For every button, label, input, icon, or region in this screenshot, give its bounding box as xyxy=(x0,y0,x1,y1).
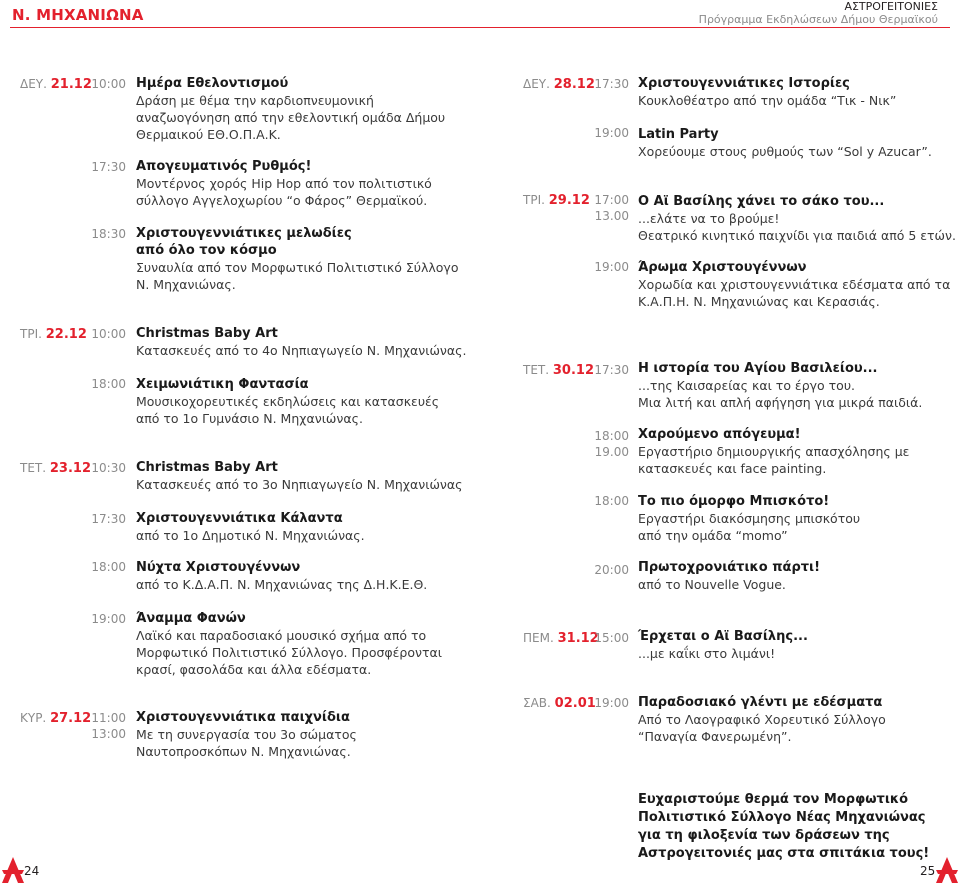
event-desc: Κατασκευές από το 3ο Νηπιαγωγείο Ν. Μηχανιώνας xyxy=(136,477,463,492)
event xyxy=(136,510,365,544)
event-time: 19:00 xyxy=(594,126,629,140)
event xyxy=(136,709,357,760)
event-time: 18:00 xyxy=(594,429,629,443)
event-desc: Μια λιτή και απλή αφήγηση για μικρά παιδιά. xyxy=(638,395,923,410)
event-desc: από την ομάδα “momo” xyxy=(638,528,788,543)
event-desc: Χορωδία και χριστουγεννιάτικα εδέσματα από τα xyxy=(638,277,951,292)
event-desc: Λαϊκό και παραδοσιακό μουσικό σχήμα από το xyxy=(136,628,427,643)
event-title: Χριστουγεννιάτικες μελωδίες xyxy=(136,226,352,241)
weekday: ΠΕΜ. xyxy=(523,631,554,645)
event-time: 19:00 xyxy=(594,260,629,274)
event xyxy=(638,259,950,310)
event-title: Christmas Baby Art xyxy=(136,326,278,341)
event-title: Christmas Baby Art xyxy=(136,460,278,475)
event-desc: Χορεύουμε στους ρυθμούς των “Sol y Azucar”. xyxy=(638,144,932,159)
event-title: Χριστουγεννιάτικες Ιστορίες xyxy=(638,76,850,91)
event-desc: Θεατρικό κινητικό παιχνίδι για παιδιά από 5 ετών. xyxy=(638,228,956,243)
star-logo-icon xyxy=(2,857,24,883)
page-number: 24 xyxy=(24,864,40,878)
program-title: ΑΣΤΡΟΓΕΙΤΟΝΙΕΣ xyxy=(844,0,938,13)
weekday: ΣΑΒ. xyxy=(523,696,551,710)
event-title: από όλο τον κόσμο xyxy=(136,243,277,258)
event-time: 18:00 xyxy=(594,494,629,508)
event xyxy=(136,325,466,359)
event-title: Άρωμα Χριστουγέννων xyxy=(638,260,807,275)
event-title: Latin Party xyxy=(638,127,719,142)
page-title: Ν. ΜΗΧΑΝΙΩΝΑ xyxy=(12,6,144,24)
event-desc: “Παναγία Φανερωμένη”. xyxy=(638,729,792,744)
event-time: 18:30 xyxy=(91,227,126,241)
thanks-line: για τη φιλοξενία των δράσεων της xyxy=(638,828,890,843)
event-title: Χαρούμενο απόγευμα! xyxy=(638,427,801,442)
event-desc: ...της Καισαρείας και το έργο του. xyxy=(638,378,856,393)
date: 30.12 xyxy=(552,363,595,378)
event-desc: Συναυλία από τον Μορφωτικό Πολιτιστικό Σύλλογο xyxy=(136,260,459,275)
event-desc: Εργαστήριο δημιουργικής απασχόλησης με xyxy=(638,444,910,459)
thanks-line: Αστρογειτονιές μας στα σπιτάκια τους! xyxy=(638,846,930,861)
event xyxy=(638,493,860,544)
date: 02.01 xyxy=(554,696,596,711)
event xyxy=(638,126,932,160)
star-logo-icon xyxy=(936,857,958,883)
event-title: Ημέρα Εθελοντισμού xyxy=(136,76,289,91)
weekday: ΤΡΙ. xyxy=(20,327,42,341)
event-desc: από το Nouvelle Vogue. xyxy=(638,577,786,592)
event-time: 20:00 xyxy=(594,563,629,577)
thanks-line: Πολιτιστικό Σύλλογο Νέας Μηχανιώνας xyxy=(638,810,926,825)
event-title: Έρχεται ο Αϊ Βασίλης... xyxy=(638,629,808,644)
event-desc: Με τη συνεργασία του 3ο σώματος xyxy=(136,727,357,742)
event-desc: από το Κ.Δ.Α.Π. Ν. Μηχανιώνας της Δ.Η.Κ.Ε.Θ. xyxy=(136,577,428,592)
event-time: 19:00 xyxy=(594,696,629,710)
event-desc: Κ.Α.Π.Η. Ν. Μηχανιώνας και Κερασιάς. xyxy=(638,294,880,309)
event-time: 11:00 xyxy=(91,711,126,725)
event-time: 19:00 xyxy=(91,612,126,626)
event-desc: ...με καΐκι στο λιμάνι! xyxy=(638,646,776,661)
event-title: Άναμμα Φανών xyxy=(136,611,246,626)
thanks-note xyxy=(638,791,929,863)
event-time: 19.00 xyxy=(594,445,629,459)
weekday: ΤΕΤ. xyxy=(523,363,550,377)
event-desc: αναζωογόνηση από την εθελοντική ομάδα Δήμου xyxy=(136,110,446,125)
event-desc: Μουσικοχορευτικές εκδηλώσεις και κατασκευές xyxy=(136,394,440,409)
event xyxy=(136,376,439,427)
event-title: Παραδοσιακό γλέντι με εδέσματα xyxy=(638,695,883,710)
event-time: 10:00 xyxy=(91,77,126,91)
date: 21.12 xyxy=(50,77,92,92)
event-desc: από το 1ο Γυμνάσιο Ν. Μηχανιώνας. xyxy=(136,411,363,426)
weekday: ΤΡΙ. xyxy=(523,193,545,207)
event-desc: σύλλογο Αγγελοχωρίου “ο Φάρος” Θερμαϊκού. xyxy=(136,193,428,208)
event xyxy=(136,158,432,209)
weekday: ΚΥΡ. xyxy=(20,711,47,725)
event-title: Πρωτοχρονιάτικο πάρτι! xyxy=(638,560,821,575)
event-desc: από το 1ο Δημοτικό Ν. Μηχανιώνας. xyxy=(136,528,365,543)
event xyxy=(638,559,820,593)
event-desc: Μοντέρνος χορός Hip Hop από τον πολιτιστικό xyxy=(136,176,432,191)
event-title: Ο Αϊ Βασίλης χάνει το σάκο του... xyxy=(638,194,885,209)
event-time: 17:30 xyxy=(594,77,629,91)
event xyxy=(136,75,445,143)
event-time: 17:30 xyxy=(594,363,629,377)
event-desc: κρασί, φασολάδα και άλλα εδέσματα. xyxy=(136,662,372,677)
event-title: Το πιο όμορφο Μπισκότο! xyxy=(638,494,830,509)
date: 29.12 xyxy=(548,193,590,208)
event xyxy=(638,628,808,662)
event xyxy=(638,694,886,745)
event xyxy=(638,360,922,411)
event-desc: Από το Λαογραφικό Χορευτικό Σύλλογο xyxy=(638,712,886,727)
event-desc: Κατασκευές από το 4ο Νηπιαγωγείο Ν. Μηχανιώνας. xyxy=(136,343,467,358)
event-title: Χριστουγεννιάτικα παιχνίδια xyxy=(136,710,350,725)
event-time: 10:30 xyxy=(91,461,126,475)
weekday: ΔΕΥ. xyxy=(20,77,47,91)
event-title: Απογευματινός Ρυθμός! xyxy=(136,159,312,174)
event-title: Η ιστορία του Αγίου Βασιλείου... xyxy=(638,361,878,376)
event xyxy=(136,459,463,493)
event xyxy=(638,75,896,109)
weekday: ΤΕΤ. xyxy=(20,461,47,475)
event-desc: κατασκευές και face painting. xyxy=(638,461,827,476)
event-time: 17:30 xyxy=(91,160,126,174)
date: 28.12 xyxy=(553,77,595,92)
date: 27.12 xyxy=(50,711,92,726)
event xyxy=(136,610,442,678)
header-divider xyxy=(10,27,950,28)
date: 23.12 xyxy=(49,461,92,476)
date: 22.12 xyxy=(45,327,87,342)
event-time: 15:00 xyxy=(594,631,629,645)
event-desc: Κουκλοθέατρο από την ομάδα “Τικ - Νικ” xyxy=(638,93,897,108)
event xyxy=(638,193,956,244)
event-time: 18:00 xyxy=(91,560,126,574)
event-time: 18:00 xyxy=(91,377,126,391)
event-time: 13:00 xyxy=(91,727,126,741)
event xyxy=(136,559,427,593)
weekday: ΔΕΥ. xyxy=(523,77,550,91)
event-desc: Θερμαικού ΕΘ.Ο.Π.Α.Κ. xyxy=(136,127,281,142)
event-time: 17:00 xyxy=(594,193,629,207)
thanks-line: Ευχαριστούμε θερμά τον Μορφωτικό xyxy=(638,792,909,807)
event xyxy=(638,426,909,477)
date: 31.12 xyxy=(557,631,599,646)
event-desc: Εργαστήρι διακόσμησης μπισκότου xyxy=(638,511,861,526)
event-title: Χειμωνιάτικη Φαντασία xyxy=(136,377,309,392)
header-right xyxy=(699,0,938,26)
event-time: 10:00 xyxy=(91,327,126,341)
page-number: 25 xyxy=(920,864,936,878)
event-time: 13.00 xyxy=(594,209,629,223)
event xyxy=(136,225,458,293)
event-desc: Δράση με θέμα την καρδιοπνευμονική xyxy=(136,93,374,108)
event-time: 17:30 xyxy=(91,512,126,526)
event-desc: ...ελάτε να το βρούμε! xyxy=(638,211,780,226)
event-title: Χριστουγεννιάτικα Κάλαντα xyxy=(136,511,343,526)
event-desc: Μορφωτικό Πολιτιστικό Σύλλογο. Προσφέρονται xyxy=(136,645,442,660)
event-desc: Ν. Μηχανιώνας. xyxy=(136,277,236,292)
program-subtitle: Πρόγραμμα Εκδηλώσεων Δήμου Θερμαϊκού xyxy=(698,13,938,26)
event-desc: Ναυτοπροσκόπων Ν. Μηχανιώνας. xyxy=(136,744,351,759)
event-title: Νύχτα Χριστουγέννων xyxy=(136,560,301,575)
